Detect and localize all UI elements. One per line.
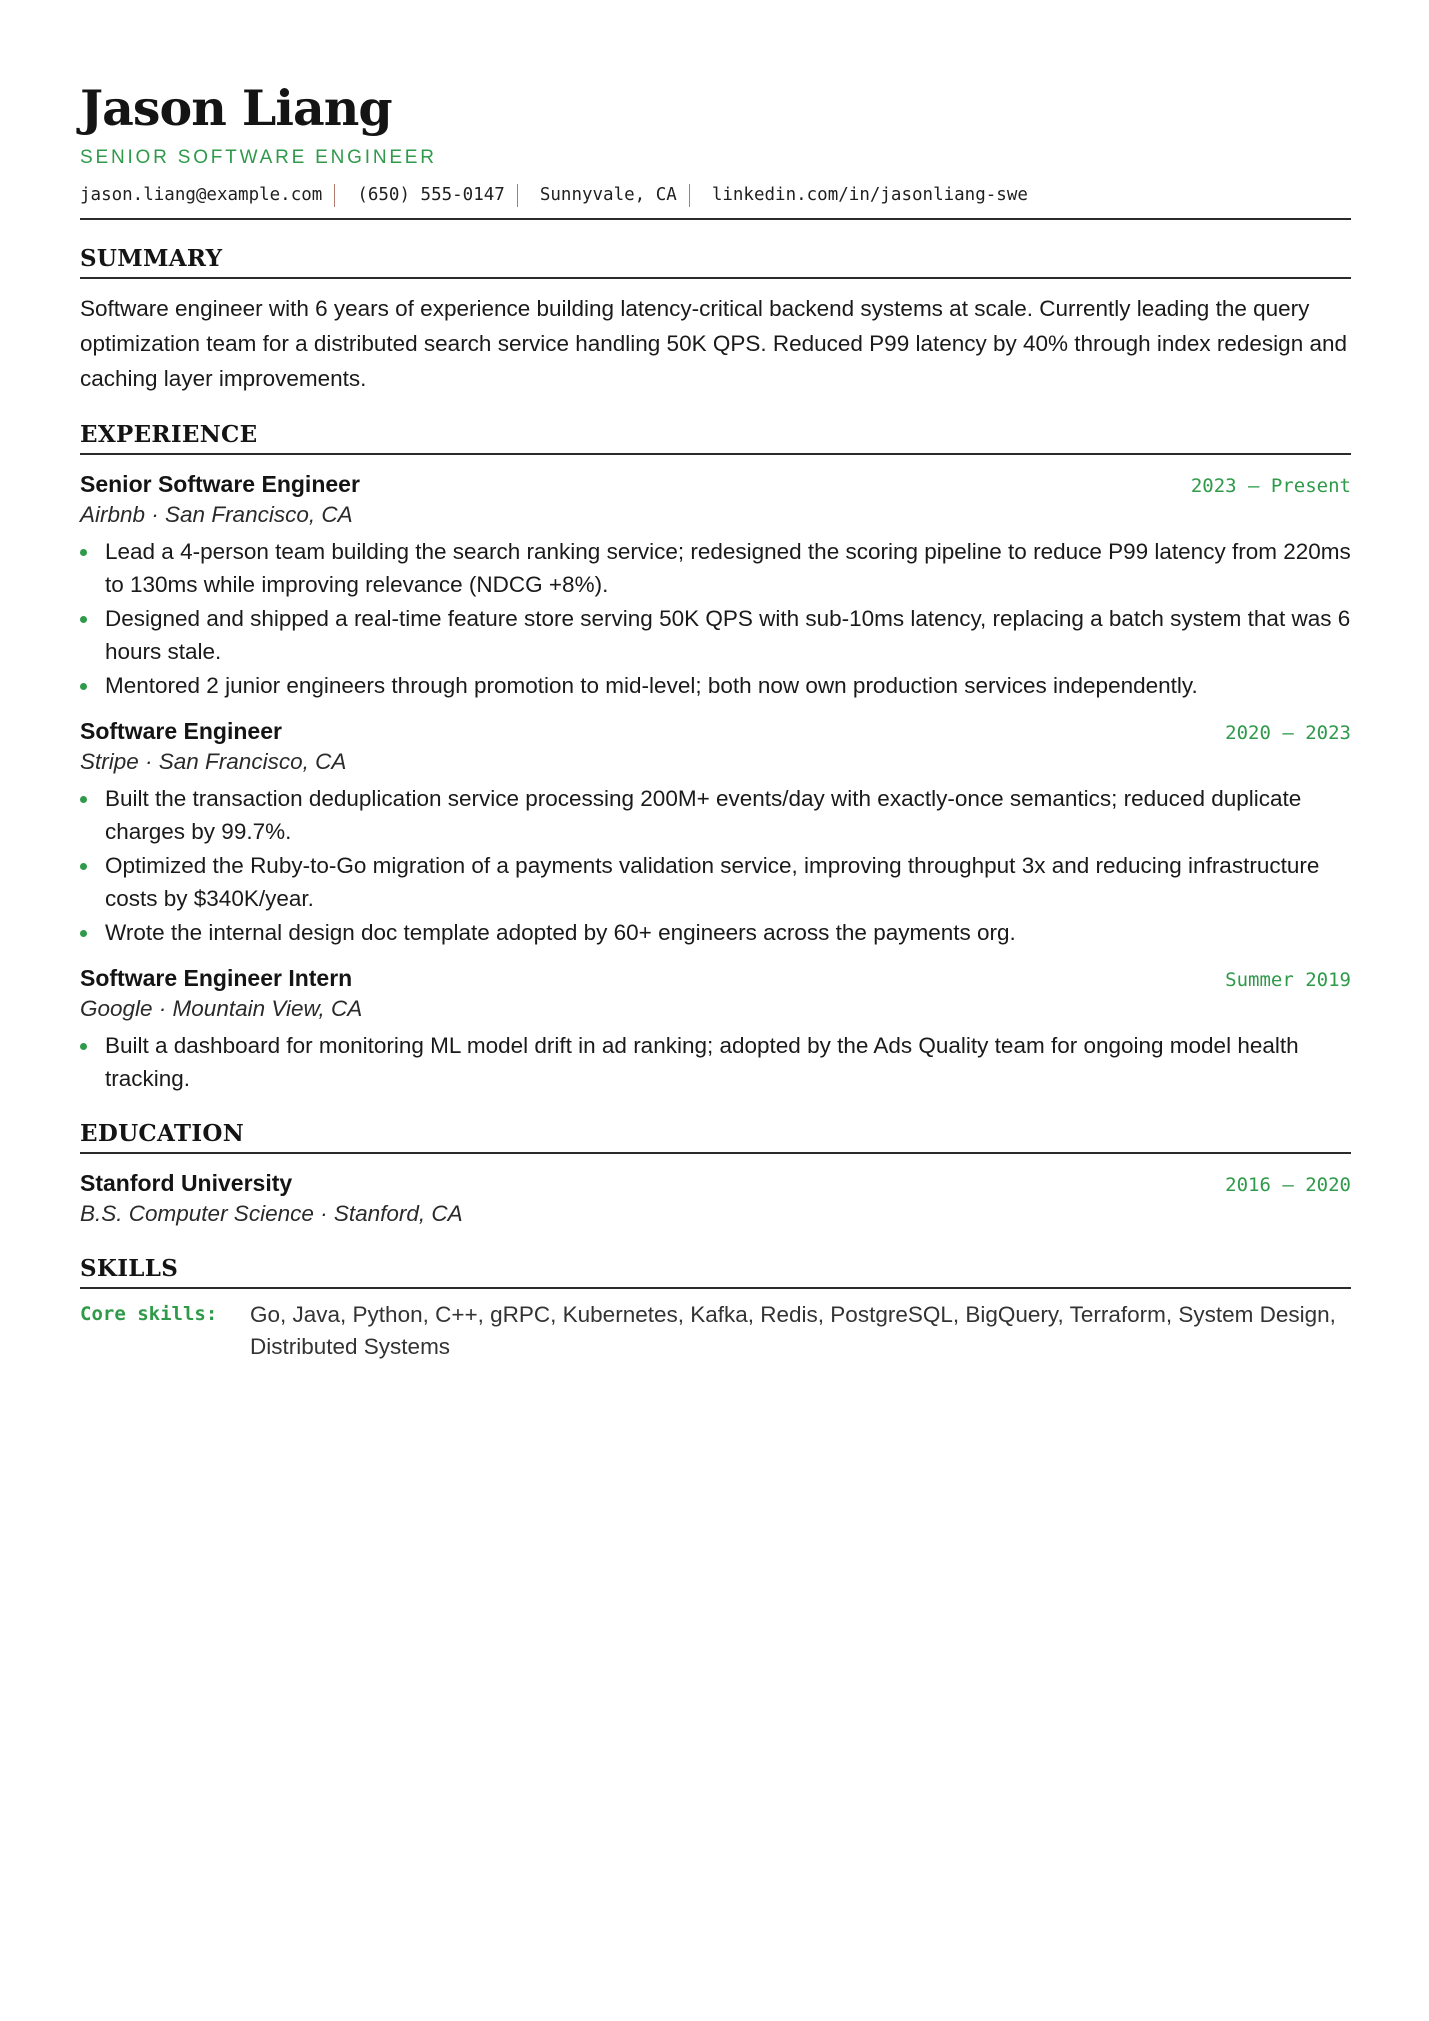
- bullet-text: Built the transaction deduplication service processing 200M+ events/day with exactly-once semantics; reduced duplicate charges by 99.7%.: [105, 786, 1302, 844]
- job-title: Senior Software Engineer: [80, 471, 360, 497]
- bullet-text: Built a dashboard for monitoring ML model drift in ad ranking; adopted by the Ads Quality team for ongoing model health tracking.: [105, 1033, 1299, 1091]
- job-title: Software Engineer: [80, 718, 282, 744]
- bullet-dot-icon: [80, 616, 87, 623]
- bullet-dot-icon: [80, 683, 87, 690]
- bullet-item: [80, 1029, 1351, 1095]
- contact-phone[interactable]: (650) 555-0147: [357, 185, 505, 205]
- job-entry: [80, 716, 1351, 949]
- contact-email[interactable]: jason.liang@example.com: [80, 185, 323, 205]
- contact-location: Sunnyvale, CA: [539, 185, 677, 205]
- bullet-dot-icon: [80, 796, 87, 803]
- bullet-item: [80, 782, 1351, 848]
- education-date: 2016 – 2020: [1225, 1174, 1351, 1196]
- job-company: Google · Mountain View, CA: [80, 996, 363, 1021]
- job-bullets: [80, 782, 1351, 949]
- education-entry: [80, 1168, 1351, 1230]
- job-bullets: [80, 535, 1351, 702]
- skills-row: [80, 1299, 1351, 1363]
- resume-header: [80, 78, 1351, 220]
- bullet-item: [80, 602, 1351, 668]
- contact-separator: [689, 184, 690, 207]
- degree: B.S. Computer Science · Stanford, CA: [80, 1201, 463, 1226]
- skills-list: Go, Java, Python, C++, gRPC, Kubernetes, Kafka, Redis, PostgreSQL, BigQuery, Terraform, System Design, Distributed Systems: [250, 1302, 1336, 1359]
- bullet-dot-icon: [80, 863, 87, 870]
- summary-section: [80, 244, 1351, 396]
- job-title: Software Engineer Intern: [80, 965, 353, 991]
- bullet-text: Optimized the Ruby-to-Go migration of a payments validation service, improving throughput 3x and reducing infrastructure costs by $340K/year.: [105, 853, 1320, 911]
- section-title-experience: EXPERIENCE: [80, 420, 1351, 455]
- contact-separator: [517, 184, 518, 207]
- bullet-item: [80, 916, 1351, 949]
- bullet-dot-icon: [80, 549, 87, 556]
- job-header: [80, 469, 1351, 499]
- skills-section: [80, 1254, 1351, 1363]
- candidate-role: SENIOR SOFTWARE ENGINEER: [80, 147, 437, 168]
- summary-text: Software engineer with 6 years of experience building latency-critical backend systems at scale. Currently leading the query optimization team for a distributed search service handling 50K QPS. Reduced P99 latency by 40% through index redesign and caching layer improvements.: [80, 296, 1347, 391]
- bullet-dot-icon: [80, 930, 87, 937]
- bullet-text: Mentored 2 junior engineers through promotion to mid-level; both now own production services independently.: [105, 673, 1198, 698]
- section-title-education: EDUCATION: [80, 1119, 1351, 1154]
- contact-bar: [80, 183, 1351, 220]
- bullet-text: Wrote the internal design doc template adopted by 60+ engineers across the payments org.: [105, 920, 1016, 945]
- candidate-name: Jason Liang: [80, 79, 392, 137]
- bullet-item: [80, 849, 1351, 915]
- resume-page: [80, 78, 1351, 1363]
- school-name: Stanford University: [80, 1170, 293, 1196]
- job-header: [80, 716, 1351, 746]
- contact-linkedin[interactable]: linkedin.com/in/jasonliang-swe: [711, 185, 1028, 205]
- job-date: 2023 – Present: [1190, 475, 1351, 497]
- job-date: 2020 – 2023: [1225, 722, 1351, 744]
- bullet-text: Lead a 4-person team building the search ranking service; redesigned the scoring pipeline to reduce P99 latency from 220ms to 130ms while improving relevance (NDCG +8%).: [105, 539, 1351, 597]
- job-date: Summer 2019: [1225, 969, 1351, 991]
- job-entry: [80, 963, 1351, 1095]
- job-company: Airbnb · San Francisco, CA: [80, 502, 353, 527]
- bullet-item: [80, 535, 1351, 601]
- bullet-text: Designed and shipped a real-time feature store serving 50K QPS with sub-10ms latency, replacing a batch system that was 6 hours stale.: [105, 606, 1351, 664]
- experience-section: [80, 420, 1351, 1095]
- bullet-dot-icon: [80, 1043, 87, 1050]
- education-header: [80, 1168, 1351, 1198]
- section-title-skills: SKILLS: [80, 1254, 1351, 1289]
- section-title-summary: SUMMARY: [80, 244, 1351, 279]
- skills-label: Core skills:: [80, 1303, 218, 1325]
- bullet-item: [80, 669, 1351, 702]
- job-header: [80, 963, 1351, 993]
- contact-separator: [334, 184, 335, 207]
- education-section: [80, 1119, 1351, 1230]
- job-company: Stripe · San Francisco, CA: [80, 749, 347, 774]
- job-entry: [80, 469, 1351, 702]
- job-bullets: [80, 1029, 1351, 1095]
